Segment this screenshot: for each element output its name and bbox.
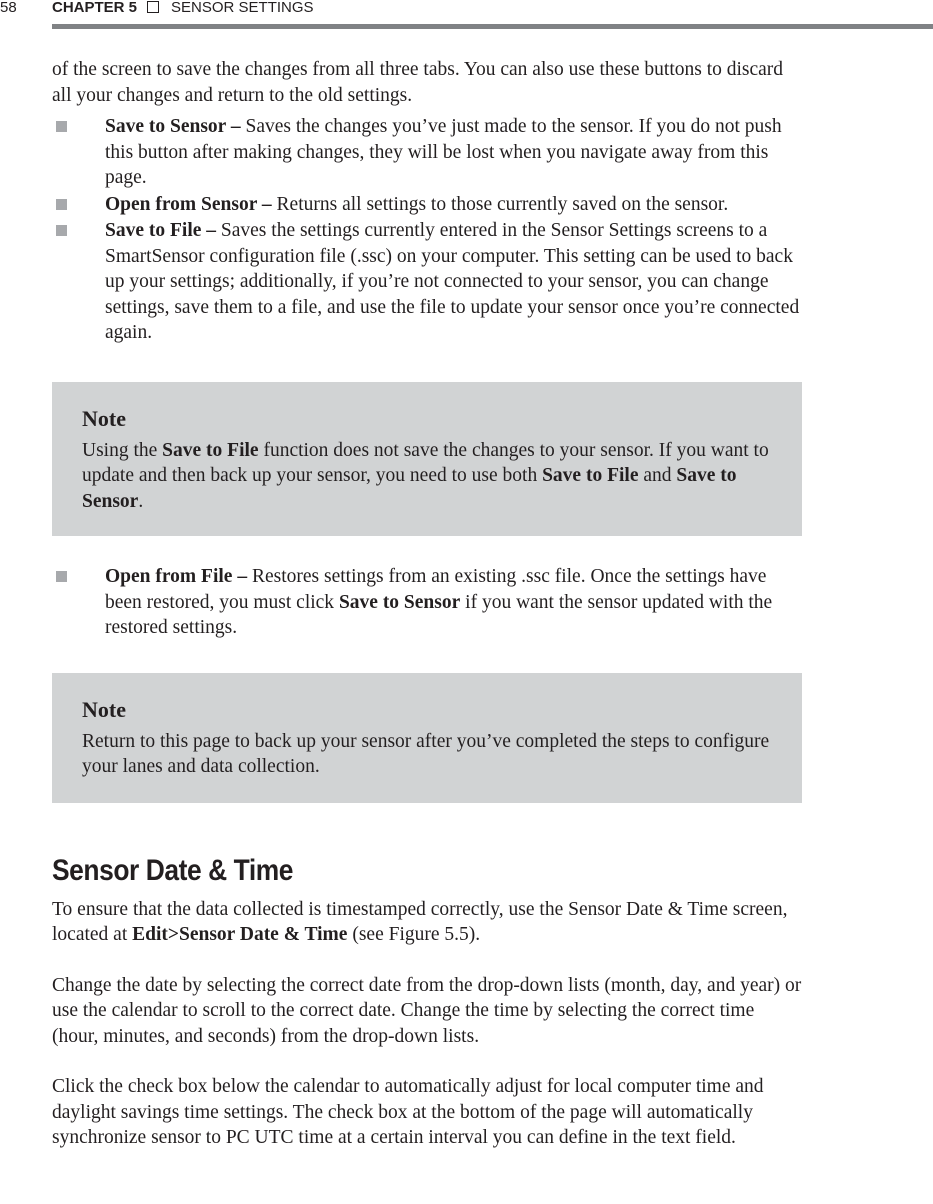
square-bullet-icon xyxy=(56,121,67,132)
paragraph-text-run: To ensure that the data collected is timestamped correctly, use the Sensor Date & Time screen, located at xyxy=(52,898,788,945)
list-item-bold-term: Save to Sensor xyxy=(338,591,461,613)
list-item-text: Saves the settings currently entered in the Sensor Settings screens to a SmartSensor configuration file (.ssc) on your computer. This setting can be used to back up your settings; additionally, if you’re not connected to your sensor, you can change settings, save them to a file, and use the file to update your sensor once you’re connected again. xyxy=(105,220,800,343)
paragraph-text-run: (see Figure 5.5). xyxy=(347,924,481,945)
note-bold-term: Save to File xyxy=(162,439,259,461)
page-body xyxy=(52,57,804,1151)
paragraph: Change the date by selecting the correct date from the drop-down lists (month, day, and year) or use the calendar to scroll to the correct date. Change the time by selecting the correct time (hour, minutes, and seconds) from the drop-down lists. xyxy=(52,974,802,1047)
header-rule xyxy=(52,24,933,29)
paragraph xyxy=(52,897,804,948)
chapter-label: CHAPTER 5 xyxy=(52,0,138,16)
menu-path: Edit>Sensor Date & Time xyxy=(132,924,348,945)
list-item-term: Save to Sensor – xyxy=(105,116,241,137)
page-number: 58 xyxy=(0,0,17,16)
file-button-list xyxy=(52,564,804,641)
intro-paragraph: of the screen to save the changes from all three tabs. You can also use these buttons to discard all your changes and return to the old settings. xyxy=(52,59,784,106)
square-bullet-icon xyxy=(56,199,67,210)
note-box xyxy=(52,382,802,537)
list-item-text: Returns all settings to those currently saved on the sensor. xyxy=(271,193,729,215)
section-label: SENSOR SETTINGS xyxy=(171,0,314,16)
list-item xyxy=(52,564,804,641)
note-text: Return to this page to back up your sensor after you’ve completed the steps to configure your lanes and data collection. xyxy=(82,730,770,777)
note-text xyxy=(82,438,772,515)
list-item-term: Save to File – xyxy=(105,220,217,241)
note-text-run: and xyxy=(638,465,677,486)
list-item-text: Restores settings from an existing .ssc file. Once the settings have been restored, you must click xyxy=(105,566,767,613)
list-item xyxy=(52,218,804,346)
list-item-text: Saves the changes you’ve just made to the sensor. If you do not push this button after making changes, they will be lost when you navigate away from this page. xyxy=(105,116,782,188)
note-bold-term: Save to File xyxy=(542,465,639,486)
note-bold-term: Save to Sensor xyxy=(82,465,737,512)
note-text-run: Using the xyxy=(82,439,163,461)
note-title: Note xyxy=(82,696,126,722)
separator-box-icon xyxy=(147,1,159,13)
list-item-term: Open from File – xyxy=(105,566,248,587)
list-item-term: Open from Sensor – xyxy=(105,193,272,215)
section-heading: Sensor Date & Time xyxy=(52,853,294,887)
note-box xyxy=(52,673,802,803)
list-item xyxy=(52,192,804,218)
chapter-title xyxy=(52,0,314,16)
square-bullet-icon xyxy=(56,225,67,236)
running-header xyxy=(0,0,933,30)
note-text-run: . xyxy=(138,490,144,512)
list-item xyxy=(52,114,804,191)
paragraph: Click the check box below the calendar to automatically adjust for local computer time and daylight savings time settings. The check box at the bottom of the page will automatically synchronize sensor to PC UTC time at a certain interval you can define in the text field. xyxy=(52,1076,764,1148)
list-item-text: if you want the sensor updated with the restored settings. xyxy=(105,591,773,638)
square-bullet-icon xyxy=(56,571,67,582)
button-list xyxy=(52,114,804,346)
note-title: Note xyxy=(82,405,126,431)
note-text-run: function does not save the changes to your sensor. If you want to update and then back up your sensor, you need to use both xyxy=(82,439,769,486)
